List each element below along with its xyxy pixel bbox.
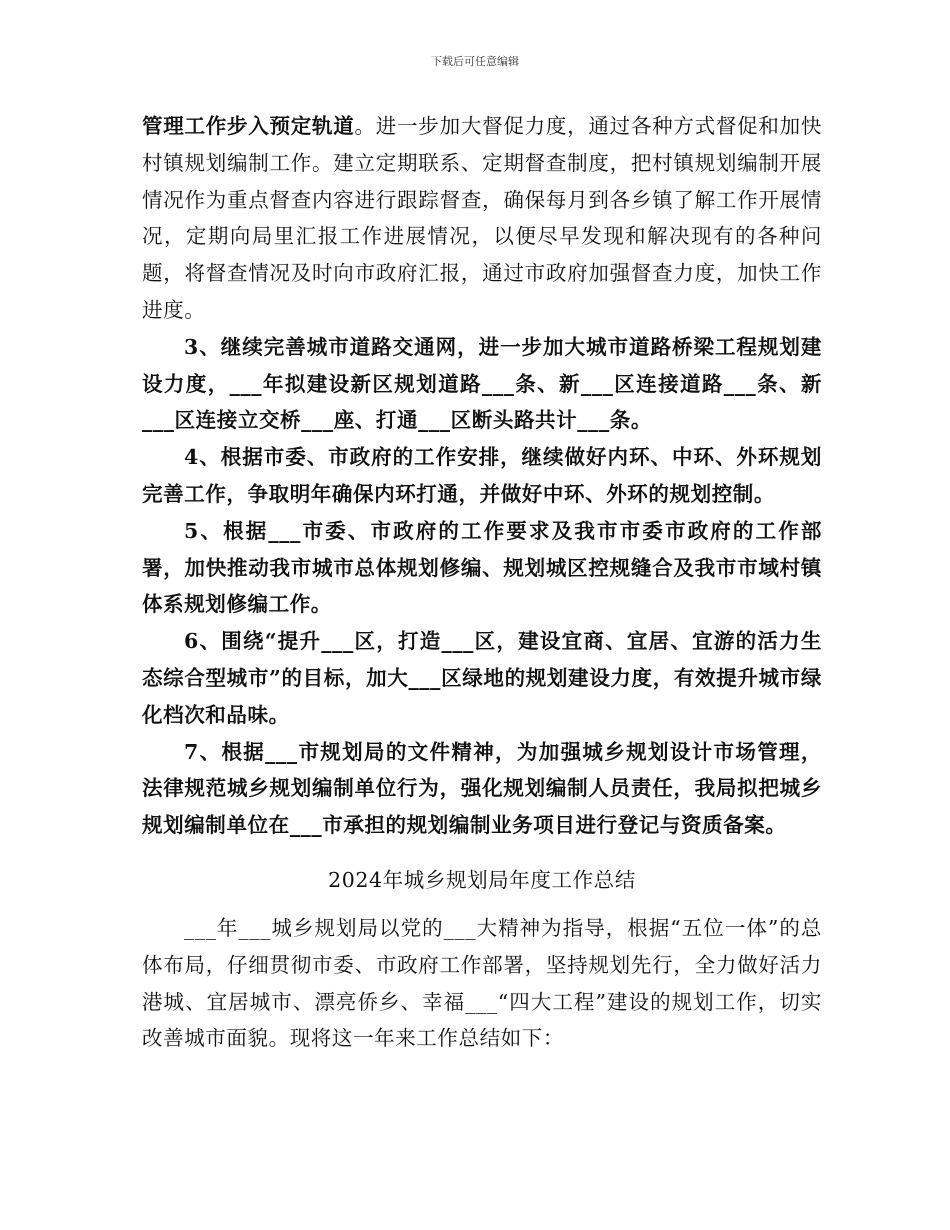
item-7: 7、根据___市规划局的文件精神，为加强城乡规划设计市场管理，法律规范城乡规划编制单位行为，强化规划编制人员责任，我局拟把城乡规划编制单位在___市承担的规划编制业务项目进行登记与资质备案。 bbox=[142, 739, 822, 838]
top-paragraph-bold-lead: 管理工作步入预定轨道 bbox=[142, 114, 355, 138]
item-4: 4、根据市委、市政府的工作安排，继续做好内环、中环、外环规划完善工作，争取明年确保内环打通，并做好中环、外环的规划控制。 bbox=[142, 445, 822, 506]
section-intro: ___年___城乡规划局以党的___大精神为指导，根据“五位一体”的总体布局，仔细贯彻市委、市政府工作部署，坚持规划先行，全力做好活力港城、宜居城市、漂亮侨乡、幸福___“四大工程”建设的规划工作，切实改善城市面貌。现将这一年来工作总结如下： bbox=[142, 915, 822, 1051]
section-title: 2024年城乡规划局年度工作总结 bbox=[328, 867, 636, 892]
page-header: 下载后可任意编辑 bbox=[431, 55, 519, 68]
top-paragraph bbox=[142, 108, 822, 329]
top-paragraph-text: 。进一步加大督促力度，通过各种方式督促和加快村镇规划编制工作。建立定期联系、定期督查制度，把村镇规划编制开展情况作为重点督查内容进行跟踪督查，确保每月到各乡镇了解工作开展情况，定期向局里汇报工作进展情况，以便尽早发现和解决现有的各种问题，将督查情况及时向市政府汇报，通过市政府加强督查力度，加快工作进度。 bbox=[142, 114, 822, 322]
document-body bbox=[142, 108, 822, 1057]
item-3: 3、继续完善城市道路交通网，进一步加大城市道路桥梁工程规划建设力度，___年拟建设新区规划道路___条、新___区连接道路___条、新___区连接立交桥___座、打通___区断头路共计___条。 bbox=[142, 334, 822, 433]
item-6: 6、围绕“提升___区，打造___区，建设宜商、宜居、宜游的活力生态综合型城市”的目标，加大___区绿地的规划建设力度，有效提升城市绿化档次和品味。 bbox=[142, 629, 822, 727]
item-5: 5、根据___市委、市政府的工作要求及我市市委市政府的工作部署，加快推动我市城市总体规划修编、规划城区控规缝合及我市市域村镇体系规划修编工作。 bbox=[142, 518, 822, 617]
